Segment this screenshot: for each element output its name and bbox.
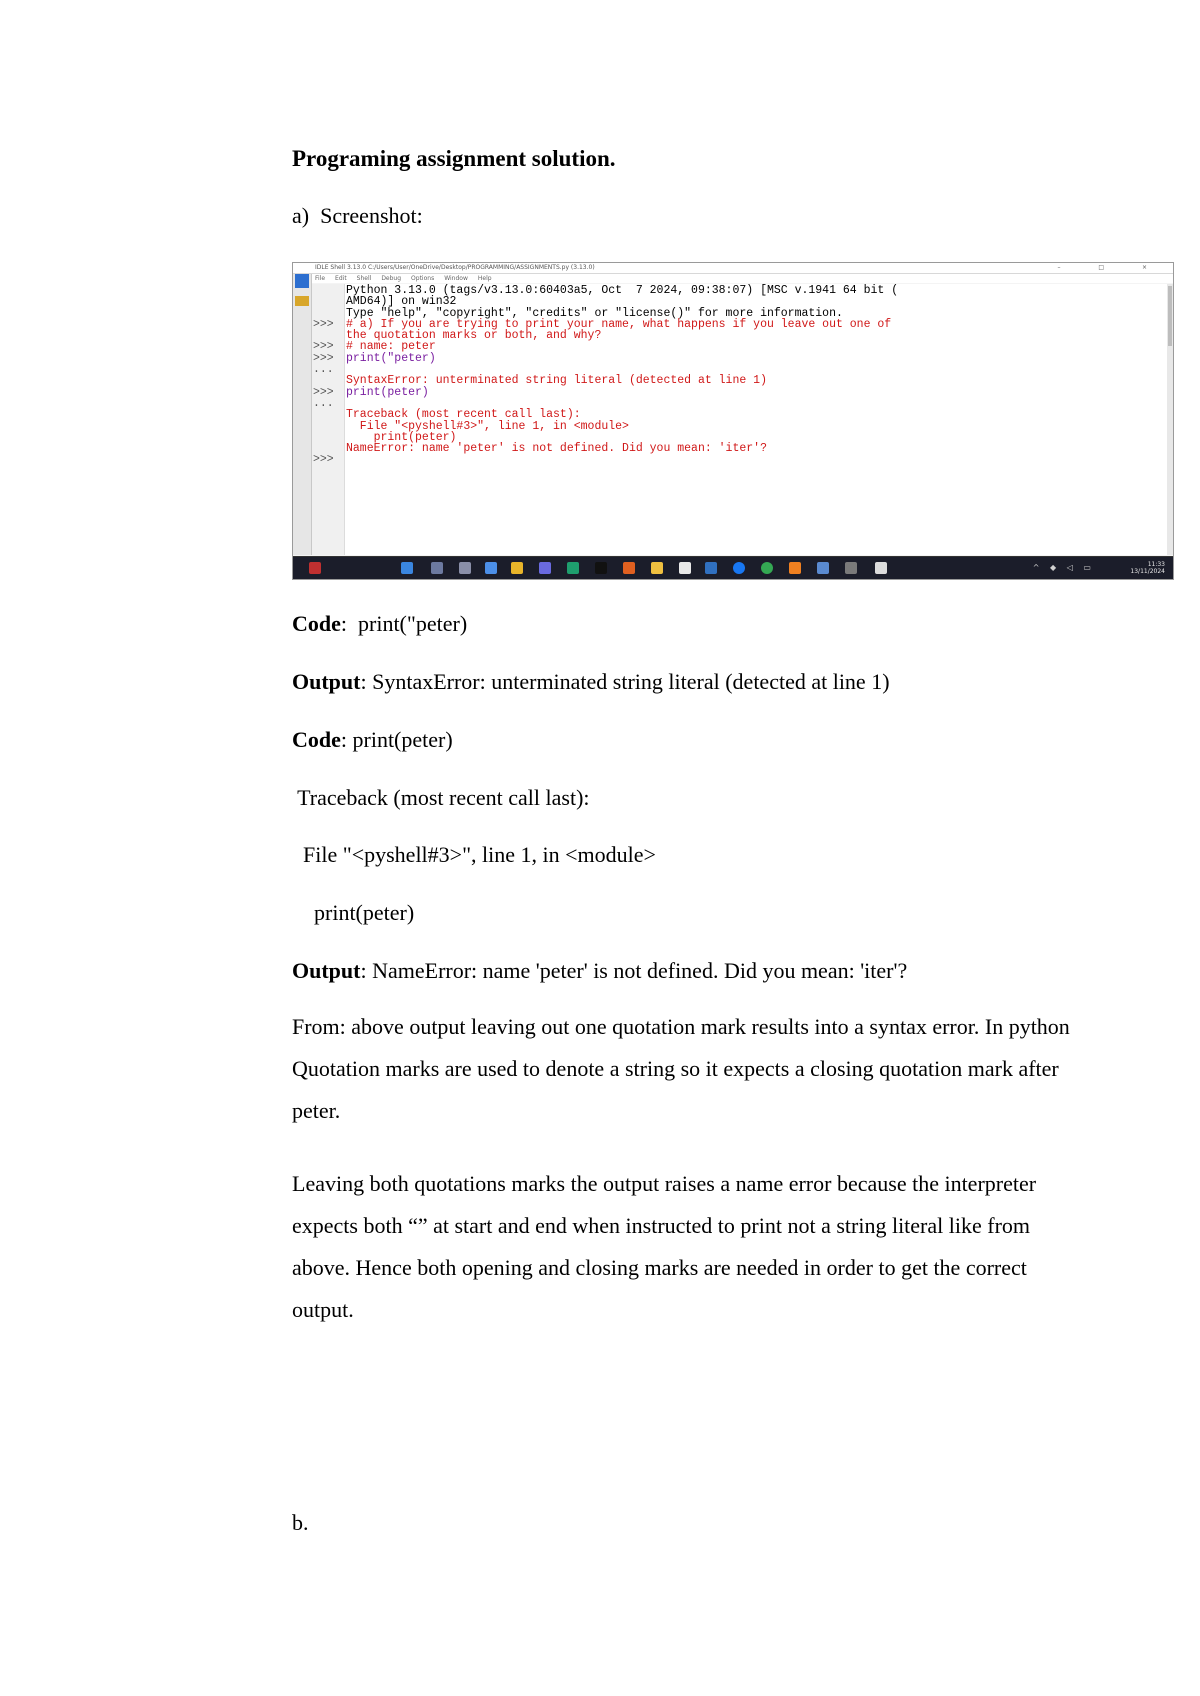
menu-item-options: Options — [411, 275, 435, 282]
shell-line-text: # a) If you are trying to print your name, what happens if you leave out one of — [346, 317, 892, 331]
file-explorer-icon — [511, 562, 523, 574]
code-1-value: : print("peter) — [340, 611, 468, 636]
windows-taskbar — [293, 556, 1173, 579]
idle-shell-editor — [312, 284, 1167, 555]
shell-line-text: SyntaxError: unterminated string literal (detected at line 1) — [346, 374, 767, 388]
output-1 — [292, 669, 890, 695]
app-icon — [651, 562, 663, 574]
shell-line-text: print("peter) — [346, 351, 436, 365]
output-1-value: : SyntaxError: unterminated string literal (detected at line 1) — [360, 669, 890, 694]
shell-line-text: Traceback (most recent call last): — [346, 408, 581, 422]
code-2-label: Code — [292, 727, 341, 752]
desktop-side-strip — [293, 274, 312, 555]
task-view-icon — [459, 562, 471, 574]
shell-prompt: ... — [313, 363, 334, 377]
folder-icon — [295, 296, 309, 306]
shell-prompt: >>> — [313, 385, 334, 399]
menu-item-window: Window — [444, 275, 468, 282]
output-2 — [292, 958, 907, 984]
traceback-line-2: File "<pyshell#3>", line 1, in <module> — [292, 842, 656, 867]
shell-prompt: >>> — [313, 351, 334, 365]
traceback-line-3: print(peter) — [292, 900, 415, 925]
shell-line-text: NameError: name 'peter' is not defined. Did you mean: 'iter'? — [346, 442, 767, 456]
section-a-label: a) — [292, 203, 310, 228]
facebook-icon — [733, 562, 745, 574]
firefox-icon — [623, 562, 635, 574]
shell-line-text: # name: peter — [346, 340, 436, 354]
app-icon — [817, 562, 829, 574]
menu-item-edit: Edit — [335, 275, 347, 282]
shell-prompt: >>> — [313, 340, 334, 354]
explanation-paragraph-1: From: above output leaving out one quotation mark results into a syntax error. In python Quotation marks are used to denote a string so it expects a closing quotation mark after peter. — [292, 1014, 1070, 1123]
shell-line-text: print(peter) — [346, 385, 429, 399]
shell-line-text: print(peter) — [346, 430, 457, 444]
app-icon — [845, 562, 857, 574]
document-title: Programing assignment solution. — [292, 146, 616, 171]
shell-line — [312, 330, 1167, 341]
shell-line — [312, 375, 1167, 386]
start-icon — [401, 562, 413, 574]
menu-item-debug: Debug — [381, 275, 402, 282]
app-icon — [679, 562, 691, 574]
shell-prompt: ... — [313, 396, 334, 410]
shell-line — [312, 409, 1167, 420]
desktop-icon — [295, 274, 309, 288]
window-controls: – □ × — [1057, 264, 1165, 271]
code-1 — [292, 611, 467, 637]
shell-line — [312, 353, 1167, 364]
shell-line-text: AMD64)] on win32 — [346, 295, 457, 309]
menu-item-help: Help — [477, 275, 492, 282]
shell-line — [312, 443, 1167, 454]
chrome-icon — [761, 562, 773, 574]
shell-line-text: File "<pyshell#3>", line 1, in <module> — [346, 419, 629, 433]
traceback-line-1: Traceback (most recent call last): — [292, 785, 590, 810]
shell-prompt: >>> — [313, 453, 334, 467]
output-2-label: Output — [292, 958, 361, 983]
menu-item-shell: Shell — [356, 275, 372, 282]
idle-window-title: IDLE Shell 3.13.0 C:/Users/User/OneDrive/Desktop/PROGRAMMING/ASSIGNMENTS.py (3.13.0) — [315, 264, 595, 271]
shell-line — [312, 341, 1167, 352]
app-icon — [485, 562, 497, 574]
shell-prompt: >>> — [313, 317, 334, 331]
section-a-heading — [292, 203, 423, 229]
idle-icon — [875, 562, 887, 574]
shell-line-text: Type "help", "copyright", "credits" or "license()" for more information. — [346, 306, 843, 320]
shell-line-text: the quotation marks or both, and why? — [346, 329, 602, 343]
edge-icon — [567, 562, 579, 574]
section-a-text: Screenshot: — [320, 203, 423, 228]
idle-screenshot — [292, 262, 1174, 580]
app-icon — [539, 562, 551, 574]
code-2 — [292, 727, 453, 753]
section-b-label: b. — [292, 1510, 309, 1535]
shell-output — [312, 285, 1167, 466]
tray-date: 13/11/2024 — [1130, 568, 1165, 575]
idle-menubar — [293, 274, 1173, 283]
widget-icon — [309, 562, 321, 574]
shell-line-text: Python 3.13.0 (tags/v3.13.0:60403a5, Oct 7 2024, 09:38:07) [MSC v.1941 64 bit ( — [346, 284, 899, 297]
idle-titlebar — [293, 263, 1173, 274]
code-2-value: : print(peter) — [340, 727, 453, 752]
output-2-value: : NameError: name 'peter' is not defined. Did you mean: 'iter'? — [360, 958, 908, 983]
tray-icons: ^ ◆ ◁ ▭ — [1032, 563, 1095, 572]
vlc-icon — [789, 562, 801, 574]
app-icon — [705, 562, 717, 574]
explanation-paragraph-2: Leaving both quotations marks the output raises a name error because the interpreter expects both “” at start and end when instructed to print not a string literal like from above. Hence both opening and closing marks are needed in order to get the correct output. — [292, 1171, 1037, 1322]
tray-clock — [1130, 561, 1165, 575]
code-1-label: Code — [292, 611, 341, 636]
output-1-label: Output — [292, 669, 361, 694]
idle-menu-items — [315, 274, 502, 283]
tray-time: 11:33 — [1147, 561, 1165, 568]
tiktok-icon — [595, 562, 607, 574]
shell-line — [312, 296, 1167, 307]
shell-line — [312, 454, 1167, 465]
shell-line — [312, 387, 1167, 398]
menu-item-file: File — [315, 275, 326, 282]
search-icon — [431, 562, 443, 574]
scrollbar — [1167, 284, 1173, 555]
